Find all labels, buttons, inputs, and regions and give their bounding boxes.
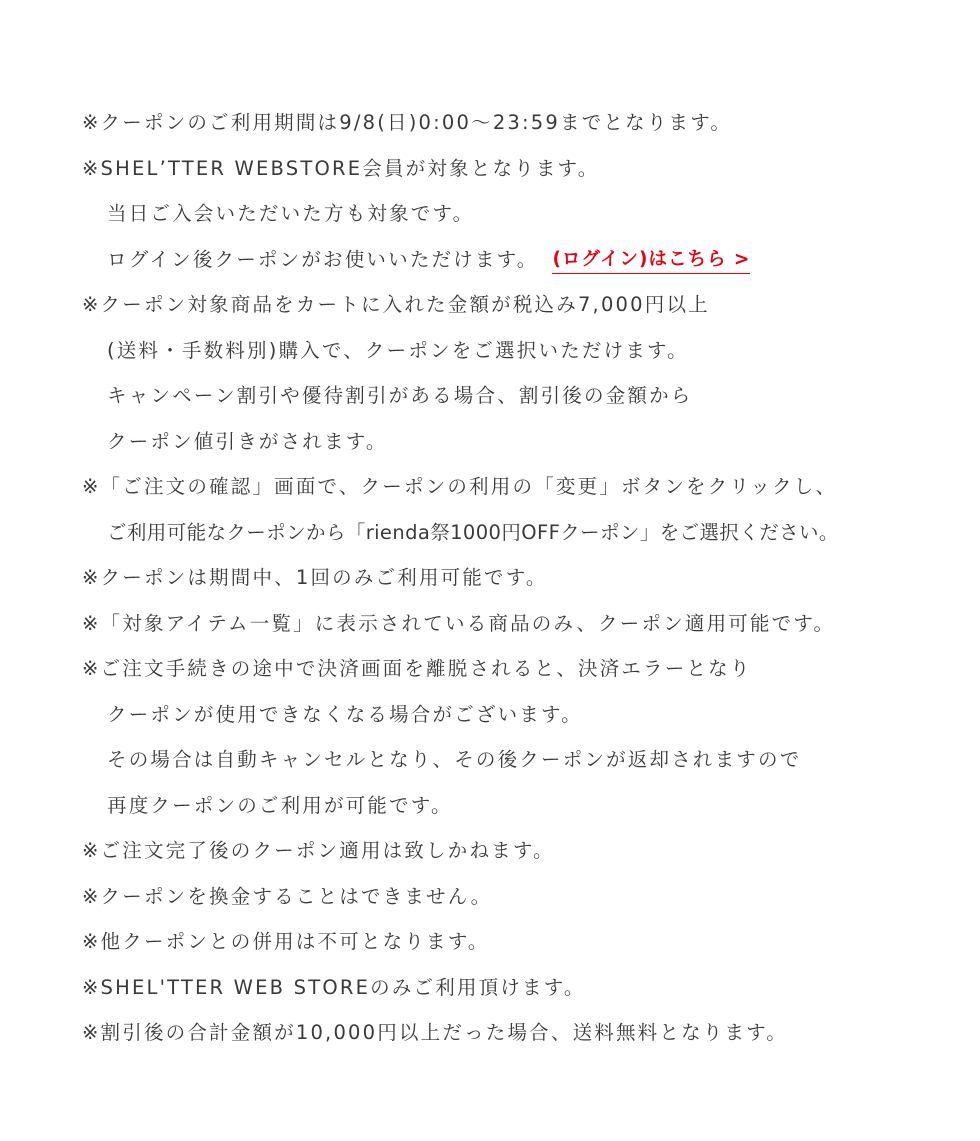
note-login-row	[82, 237, 962, 283]
note-payment-error-cont: クーポンが使用できなくなる場合がございます。	[107, 702, 583, 726]
coupon-notes	[82, 100, 962, 1056]
note-target-items: ※「対象アイテム一覧」に表示されている商品のみ、クーポン適用可能です。	[82, 611, 836, 635]
login-link[interactable]: (ログイン)はこちら >	[552, 247, 750, 274]
note-coupon-period: ※クーポンのご利用期間は9/8(日)0:00～23:59までとなります。	[82, 111, 733, 134]
note-no-cash: ※クーポンを換金することはできません。	[82, 884, 493, 908]
note-free-shipping: ※割引後の合計金額が10,000円以上だった場合、送料無料となります。	[82, 1021, 789, 1044]
note-after-order: ※ご注文完了後のクーポン適用は致しかねます。	[82, 839, 555, 862]
note-store-only: ※SHEL'TTER WEB STOREのみご利用頂けます。	[82, 975, 586, 999]
note-auto-cancel-cont: 再度クーポンのご利用が可能です。	[107, 793, 453, 817]
note-payment-error: ※ご注文手続きの途中で決済画面を離脱されると、決済エラーとなり	[82, 657, 752, 680]
note-members-only: ※SHEL’TTER WEBSTORE会員が対象となります。	[82, 156, 600, 180]
note-no-combination: ※他クーポンとの併用は不可となります。	[82, 930, 490, 953]
note-once-per-period: ※クーポンは期間中、1回のみご利用可能です。	[82, 566, 548, 589]
note-minimum-purchase-cont: (送料・手数料別)購入で、クーポンをご選択いただけます。	[107, 338, 689, 362]
note-discount-order-cont: クーポン値引きがされます。	[107, 429, 388, 453]
note-how-to-apply: ※「ご注文の確認」画面で、クーポンの利用の「変更」ボタンをクリックし、	[82, 475, 838, 498]
note-discount-order: キャンペーン割引や優待割引がある場合、割引後の金額から	[107, 384, 693, 407]
note-login-text: ログイン後クーポンがお使いいただけます。	[107, 247, 539, 271]
note-auto-cancel: その場合は自動キャンセルとなり、その後クーポンが返却されますので	[107, 748, 802, 771]
note-how-to-apply-cont: ご利用可能なクーポンから「rienda祭1000円OFFクーポン」をご選択ください。	[107, 520, 839, 544]
note-minimum-purchase: ※クーポン対象商品をカートに入れた金額が税込み7,000円以上	[82, 293, 710, 316]
note-new-members: 当日ご入会いただいた方も対象です。	[107, 202, 475, 225]
